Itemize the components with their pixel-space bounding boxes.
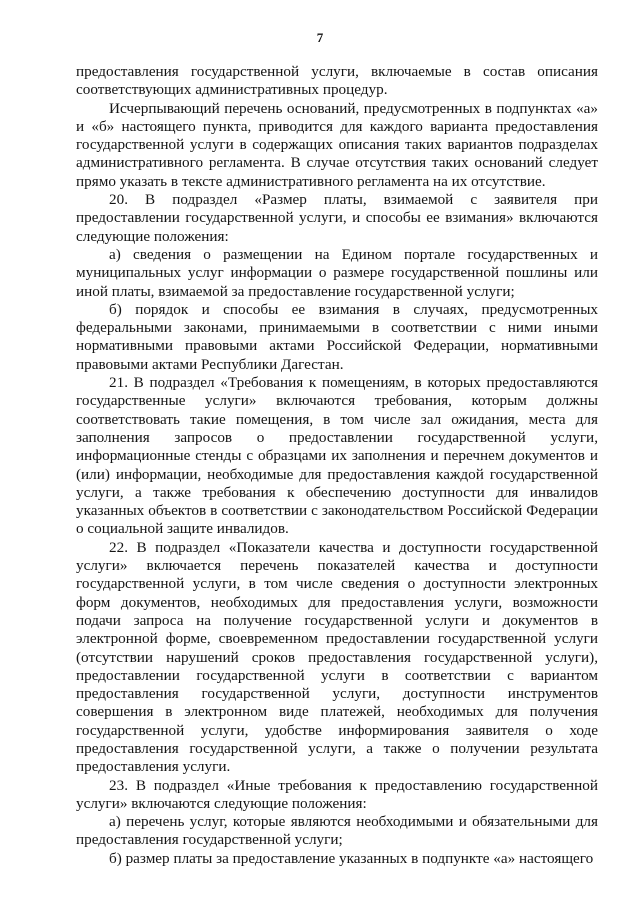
- paragraph: б) порядок и способы ее взимания в случаях, предусмотренных федеральными законами, принимаемыми в соответствии с ними иными нормативными правовыми актами Российской Федерации, нормативными правовыми актами Республики Дагестан.: [76, 300, 598, 373]
- paragraph: а) перечень услуг, которые являются необходимыми и обязательными для предоставления государственной услуги;: [76, 813, 598, 849]
- paragraph: 21. В подраздел «Требования к помещениям, в которых предоставляются государственные услуги» включаются требования, которым должны соответствовать такие помещения, в том числе зал ожидания, места для заполнения запросов о предоставлении государственной услуги, информационные стенды с образцами их заполнения и перечнем документов и (или) информации, необходимые для предоставления каждой государственной услуги, а также требования к обеспечению доступности для инвалидов указанных объектов в соответствии с законодательством Российской Федерации о социальной защите инвалидов.: [76, 374, 598, 538]
- paragraph: 23. В подраздел «Иные требования к предоставлению государственной услуги» включаются следующие положения:: [76, 776, 598, 812]
- paragraph: Исчерпывающий перечень оснований, предусмотренных в подпунктах «а» и «б» настоящего пункта, приводится для каждого варианта предоставления государственной услуги в содержащих описания таких вариантов подразделах административного регламента. В случае отсутствия таких оснований следует прямо указать в тексте административного регламента на их отсутствие.: [76, 99, 598, 190]
- document-body: [76, 63, 598, 868]
- paragraph: а) сведения о размещении на Едином портале государственных и муниципальных услуг информации о размере государственной пошлины или иной платы, взимаемой за предоставление государственной услуги;: [76, 245, 598, 300]
- paragraph: 20. В подраздел «Размер платы, взимаемой с заявителя при предоставлении государственной услуги, и способы ее взимания» включаются следующие положения:: [76, 191, 598, 245]
- paragraph: 22. В подраздел «Показатели качества и доступности государственной услуги» включается перечень показателей качества и доступности государственной услуги, в том числе сведения о доступности электронных форм документов, необходимых для предоставления услуги, возможности подачи запроса на получение государственной услуги и документов в электронной форме, своевременном предоставлении государственной услуги (отсутствии нарушений сроков предоставления государственной услуги), предоставлении государственной услуги в соответствии с вариантом предоставления государственной услуги, доступности инструментов совершения в электронном виде платежей, необходимых для получения государственной услуги, удобстве информирования заявителя о ходе предоставления государственной услуги, а также о получении результата предоставления услуги.: [76, 538, 598, 776]
- paragraph: предоставления государственной услуги, включаемые в состав описания соответствующих административных процедур.: [76, 63, 598, 99]
- page-number: 7: [316, 30, 324, 45]
- paragraph: б) размер платы за предоставление указанных в подпункте «а» настоящего: [109, 849, 594, 867]
